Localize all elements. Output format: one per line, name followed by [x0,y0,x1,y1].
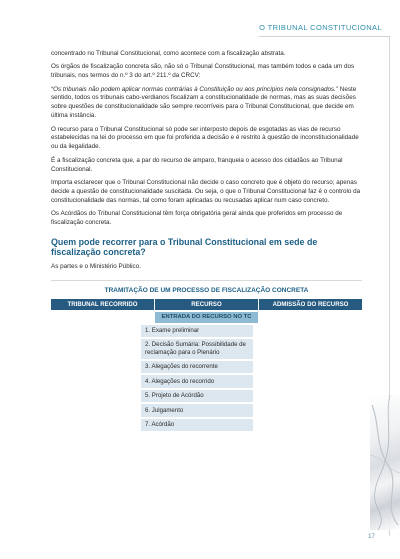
column-header-recurso: RECURSO [155,299,258,310]
section-divider [51,280,362,281]
paragraph-3-rest: Neste sentido, todos os tribunais cabo-verdianos fiscalizam a constitucionalidade de normas, mas as suas decisões sobre questões de constitucionalidade são sempre recorríveis para o Tribunal Constitucional, que decide em última instância. [51,85,357,120]
marble-texture [370,395,400,530]
paragraph-3 [51,86,362,122]
table-title: TRAMITAÇÃO DE UM PROCESSO DE FISCALIZAÇÃO CONCRETA [104,286,309,294]
table-header-row [51,299,362,310]
table-subheader: ENTRADA DO RECURSO NO TC [155,312,258,323]
process-step: 7. Acórdão [141,419,253,431]
paragraph-5: É a fiscalização concreta que, a par do recurso de amparo, franqueia o acesso dos cidadãos ao Tribunal Constitucional. [51,156,343,173]
paragraph-7: Os Acórdãos do Tribunal Constitucional têm força obrigatória geral ainda que proferidos em processo de fiscalização concreta. [51,209,343,226]
process-step: 3. Alegações do recorrente [141,361,253,373]
process-step: 5. Projeto de Acórdão [141,390,253,402]
column-header-tribunal-recorrido: TRIBUNAL RECORRIDO [51,299,154,310]
page-number: 17 [368,533,375,540]
header-divider [259,36,390,37]
paragraph-2: Os órgãos de fiscalização concreta são, não só o Tribunal Constitucional, mas também todos e cada um dos tribunais, nos termos do n.º 3 do art.º 211.º da CRCV: [51,63,355,80]
page-content [51,50,362,433]
process-step: 4. Alegações do recorrido [141,375,253,387]
process-step: 1. Exame preliminar [141,325,253,337]
process-steps [141,325,253,431]
process-step: 2. Decisão Sumária: Possibilidade de reclamação para o Plenário [141,339,253,359]
section-question-heading: Quem pode recorrer para o Tribunal Constitucional em sede de fiscalização concreta? [51,236,318,258]
constitution-quote: “Os tribunais não podem aplicar normas contrárias à Constituição ou aos princípios nela consignados.” [51,85,339,93]
column-header-admissao: ADMISSÃO DO RECURSO [259,299,362,310]
section-answer: As partes e o Ministério Público. [51,262,141,270]
process-step: 6. Julgamento [141,404,253,416]
paragraph-6: Importa esclarecer que o Tribunal Constitucional não decide o caso concreto que é objeto do recurso; apenas decide a questão de constitucionalidade suscitada. Ou seja, o que o Tribunal Constitucional faz é o controlo da constitucionalidade das normas, tal como foram aplicadas ou recusadas aplicar num caso concreto. [51,178,361,204]
paragraph-4: O recurso para o Tribunal Constitucional só pode ser interposto depois de esgotadas as vias de recurso estabelecidas na lei do processo em que foi proferida a decisão e é restrito à questão de inconstitucionalidade ou da ilegalidade. [51,125,359,151]
paragraph-1: concentrado no Tribunal Constitucional, como acontece com a fiscalização abstrata. [51,50,286,57]
running-header: O TRIBUNAL CONSTITUCIONAL [259,23,382,32]
marble-decoration [370,395,400,530]
